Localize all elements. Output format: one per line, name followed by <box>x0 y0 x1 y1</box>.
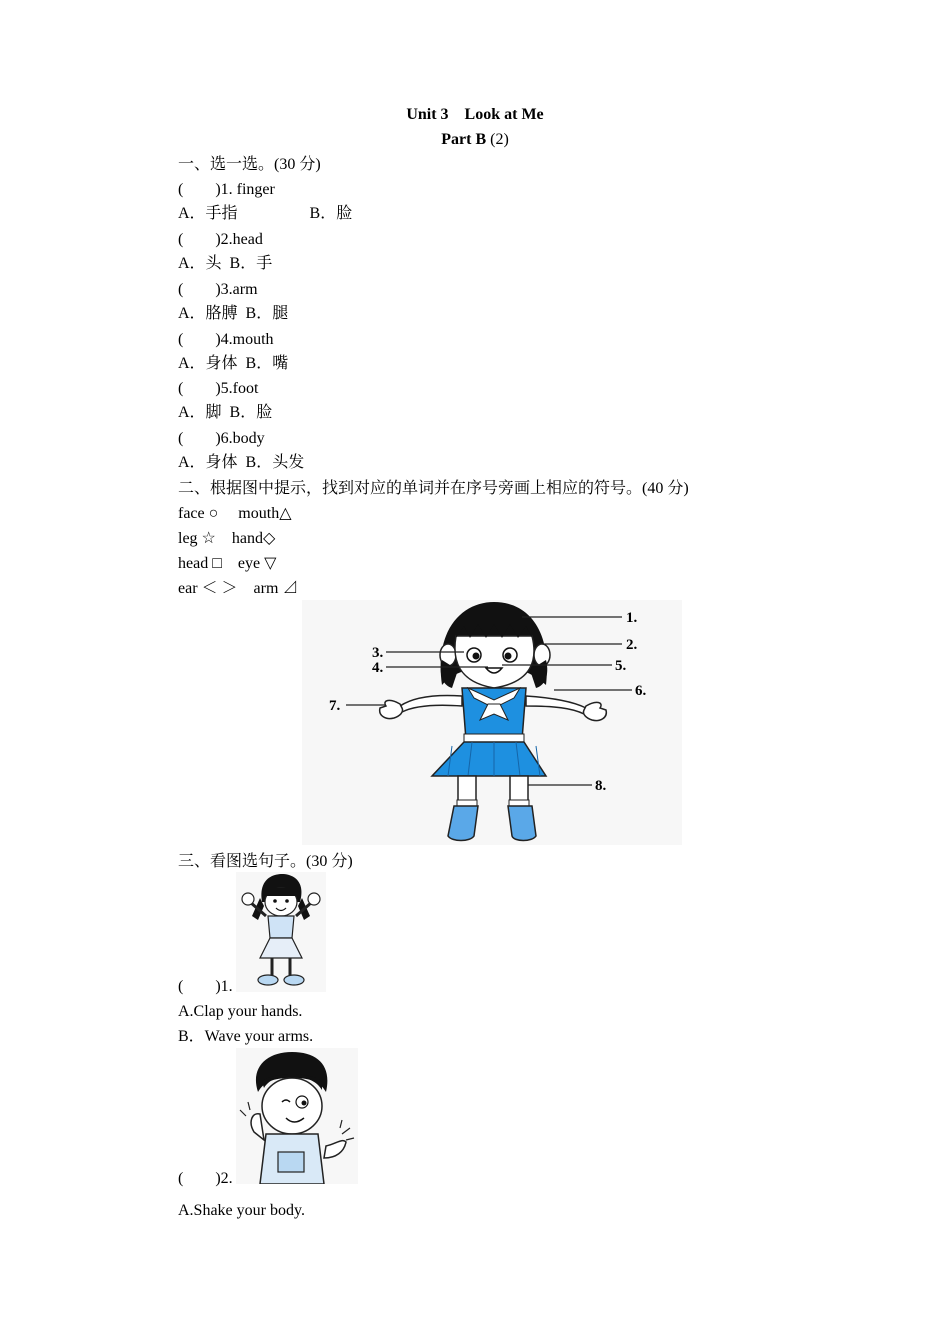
boy-snapping-illustration <box>236 1048 358 1184</box>
hand-left <box>242 893 254 905</box>
figure-label: 5. <box>615 658 627 674</box>
section2-heading: 二、根据图中提示，找到对应的单词并在序号旁画上相应的符号。(40 分) <box>178 480 689 497</box>
question-text: ( )2.head <box>178 231 263 248</box>
subtitle-number: (2) <box>486 131 509 148</box>
question-options: A．身体 B．嘴 <box>178 355 289 372</box>
subtitle-part: Part B <box>441 131 487 148</box>
question-text: ( )4.mouth <box>178 331 274 348</box>
figure-label: 3. <box>372 645 384 661</box>
option-b: B．Wave your arms. <box>178 1028 314 1045</box>
question-text: ( )1. <box>178 978 233 995</box>
question-text: ( )5.foot <box>178 380 259 397</box>
hand-right <box>308 893 320 905</box>
shoe-left <box>258 975 278 985</box>
figure-label: 4. <box>372 660 384 676</box>
section1-heading: 一、选一选。(30 分) <box>178 156 321 173</box>
question-text: ( )6.body <box>178 430 265 447</box>
question-options: A．手指 B．脸 <box>178 205 353 222</box>
figure-label: 2. <box>626 637 638 653</box>
figure-label: 7. <box>329 698 341 714</box>
symbol-line: head □ eye ▽ <box>178 555 277 572</box>
pupil-right <box>302 1101 307 1106</box>
face <box>262 1078 322 1134</box>
dress-top <box>268 916 294 938</box>
section3-heading: 三、看图选句子。(30 分) <box>178 853 353 870</box>
shoe-left <box>448 806 478 841</box>
shoe-right <box>508 806 536 841</box>
eye-left <box>273 899 277 903</box>
question-text: ( )2. <box>178 1170 233 1187</box>
question-options: A．头 B．手 <box>178 255 273 272</box>
pupil-right <box>505 653 512 660</box>
figure-label: 8. <box>595 778 607 794</box>
bangs <box>265 888 297 896</box>
eye-right <box>285 899 289 903</box>
page-subtitle <box>0 130 950 150</box>
symbol-line: face ○ mouth△ <box>178 505 292 522</box>
question-text: ( )3.arm <box>178 281 258 298</box>
pupil-left <box>473 653 480 660</box>
option-a: A.Clap your hands. <box>178 1003 303 1020</box>
question-options: A．胳膊 B．腿 <box>178 305 289 322</box>
symbol-line: leg ☆ hand◇ <box>178 530 276 547</box>
pocket <box>278 1152 304 1172</box>
girl-body-parts-figure <box>302 600 682 845</box>
question-text: ( )1. finger <box>178 181 275 198</box>
shoe-right <box>284 975 304 985</box>
symbol-line: ear ＜ ＞ arm ⊿ <box>178 580 299 597</box>
sash <box>464 734 524 742</box>
option-a: A.Shake your body. <box>178 1202 305 1219</box>
figure-label: 1. <box>626 610 638 626</box>
question-options: A．身体 B．头发 <box>178 454 305 471</box>
figure-label: 6. <box>635 683 647 699</box>
page-title: Unit 3 Look at Me <box>406 106 544 123</box>
question-options: A．脚 B．脸 <box>178 404 273 421</box>
girl-waving-illustration <box>236 872 326 992</box>
